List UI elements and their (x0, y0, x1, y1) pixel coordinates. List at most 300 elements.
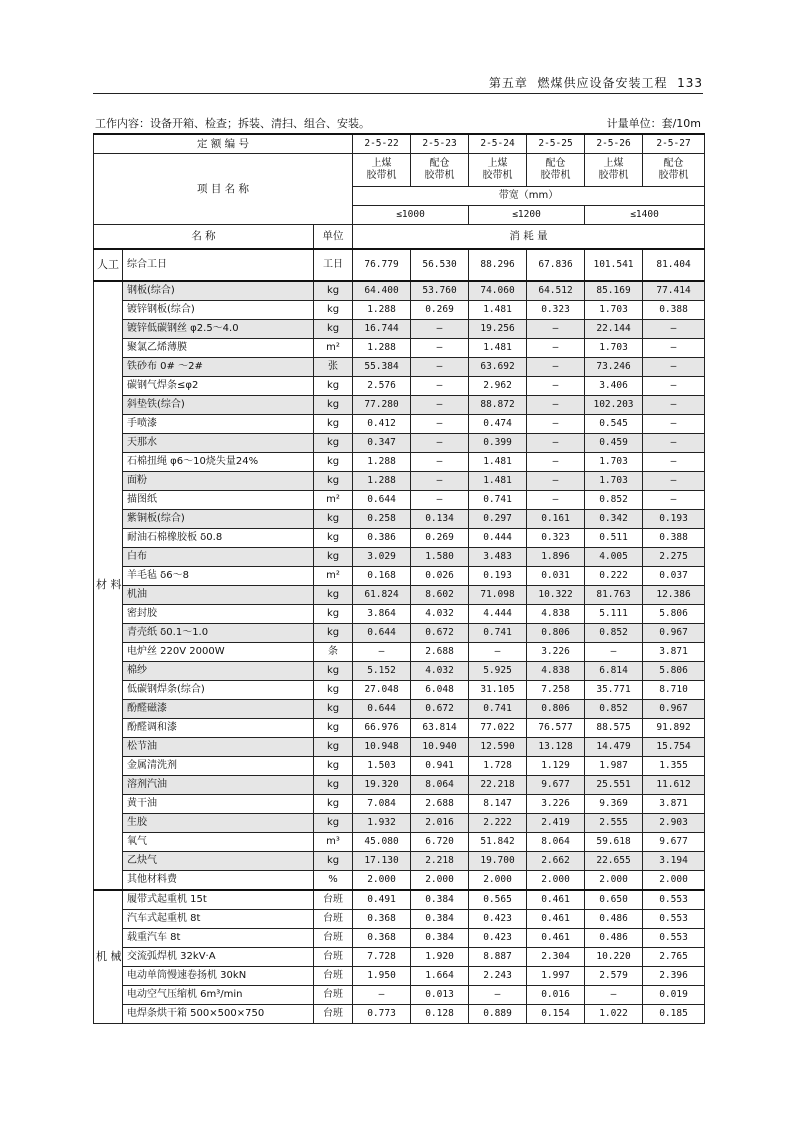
row-value: 88.296 (469, 249, 527, 281)
name-column-label: 名 称 (94, 225, 314, 249)
row-name: 履带式起重机 15t (123, 890, 314, 910)
row-value: 1.481 (469, 300, 527, 319)
row-value: 8.887 (469, 947, 527, 966)
row-value: — (411, 376, 469, 395)
row-name: 乙炔气 (123, 851, 314, 870)
row-value: 2.218 (411, 851, 469, 870)
row-value: 88.575 (585, 718, 643, 737)
row-value: 0.384 (411, 928, 469, 947)
row-value: 0.384 (411, 890, 469, 910)
row-value: 1.728 (469, 756, 527, 775)
row-value: 31.105 (469, 680, 527, 699)
row-value: 1.896 (527, 547, 585, 566)
row-value: 0.423 (469, 909, 527, 928)
row-value: — (469, 985, 527, 1004)
table-row (94, 775, 705, 794)
row-value: 0.323 (527, 300, 585, 319)
work-content: 工作内容：设备开箱、检查；拆装、清扫、组合、安装。 (95, 117, 370, 130)
row-value: 53.760 (411, 281, 469, 301)
row-value: 1.703 (585, 471, 643, 490)
row-unit: kg (314, 452, 353, 471)
row-value: 1.288 (353, 300, 411, 319)
row-unit: kg (314, 813, 353, 832)
category-labor: 人工 (94, 249, 123, 281)
row-value: 3.871 (643, 642, 705, 661)
bandwidth-range: ≤1200 (469, 206, 585, 225)
row-name: 石棉扭绳 φ6～10烧失量24% (123, 452, 314, 471)
row-value: 8.147 (469, 794, 527, 813)
table-row (94, 718, 705, 737)
row-value: 19.700 (469, 851, 527, 870)
row-value: 0.016 (527, 985, 585, 1004)
item-name-label: 项 目 名 称 (94, 154, 353, 225)
row-value: 0.773 (353, 1004, 411, 1023)
row-value: — (643, 395, 705, 414)
item-type-line2: 胶带机 (658, 170, 689, 181)
row-name: 棉纱 (123, 661, 314, 680)
row-value: 2.304 (527, 947, 585, 966)
row-unit: kg (314, 661, 353, 680)
row-value: 0.644 (353, 623, 411, 642)
row-value: — (527, 376, 585, 395)
row-value: 0.388 (643, 300, 705, 319)
table-row (94, 357, 705, 376)
row-name: 耐油石棉橡胶板 δ0.8 (123, 528, 314, 547)
unit-note: 计量单位：套/10m (606, 117, 701, 130)
row-value: 0.741 (469, 623, 527, 642)
item-type-line2: 胶带机 (482, 170, 513, 181)
table-row (94, 585, 705, 604)
row-value: 7.258 (527, 680, 585, 699)
row-value: 4.005 (585, 547, 643, 566)
row-value: 1.987 (585, 756, 643, 775)
row-name: 交流弧焊机 32kV·A (123, 947, 314, 966)
row-value: 14.479 (585, 737, 643, 756)
table-row (94, 300, 705, 319)
row-value: — (585, 985, 643, 1004)
row-unit: kg (314, 680, 353, 699)
row-value: 1.664 (411, 966, 469, 985)
row-value: 2.555 (585, 813, 643, 832)
table-row (94, 909, 705, 928)
table-row (94, 281, 705, 301)
row-value: 2.000 (527, 870, 585, 890)
row-value: 22.218 (469, 775, 527, 794)
row-value: 0.672 (411, 623, 469, 642)
category-materials: 材 料 (94, 281, 123, 890)
row-value: 5.111 (585, 604, 643, 623)
row-value: 0.412 (353, 414, 411, 433)
row-name: 聚氯乙烯薄膜 (123, 338, 314, 357)
row-value: 19.320 (353, 775, 411, 794)
row-value: 0.026 (411, 566, 469, 585)
row-value: 3.226 (527, 794, 585, 813)
row-name: 低碳钢焊条(综合) (123, 680, 314, 699)
row-value: — (643, 452, 705, 471)
quota-code: 2-5-24 (469, 134, 527, 154)
row-unit: kg (314, 718, 353, 737)
row-value: 85.169 (585, 281, 643, 301)
row-name: 钢板(综合) (123, 281, 314, 301)
row-value: 1.022 (585, 1004, 643, 1023)
bandwidth-label: 带宽（mm） (353, 187, 705, 206)
row-value: 64.400 (353, 281, 411, 301)
row-value: 0.386 (353, 528, 411, 547)
row-unit: kg (314, 395, 353, 414)
row-value: 22.655 (585, 851, 643, 870)
row-value: 3.864 (353, 604, 411, 623)
row-value: 8.064 (527, 832, 585, 851)
row-value: 1.950 (353, 966, 411, 985)
row-value: 2.579 (585, 966, 643, 985)
row-value: — (643, 433, 705, 452)
row-value: 2.419 (527, 813, 585, 832)
row-value: 10.948 (353, 737, 411, 756)
page-header: 第五章 燃煤供应设备安装工程 133 (488, 76, 703, 90)
row-value: 0.323 (527, 528, 585, 547)
row-value: 0.368 (353, 928, 411, 947)
item-type-cell (585, 154, 643, 187)
row-name: 酚醛调和漆 (123, 718, 314, 737)
row-value: 45.080 (353, 832, 411, 851)
row-value: 1.703 (585, 338, 643, 357)
row-value: 0.553 (643, 928, 705, 947)
row-value: 0.852 (585, 490, 643, 509)
table-row (94, 490, 705, 509)
row-name: 溶剂汽油 (123, 775, 314, 794)
row-unit: kg (314, 623, 353, 642)
unit-column-label: 单位 (314, 225, 353, 249)
row-value: 2.275 (643, 547, 705, 566)
header-rule (93, 93, 703, 94)
row-value: 10.220 (585, 947, 643, 966)
row-name: 碳钢气焊条≤φ2 (123, 376, 314, 395)
row-value: 0.388 (643, 528, 705, 547)
row-value: 1.288 (353, 471, 411, 490)
table-row (94, 966, 705, 985)
row-value: 2.000 (585, 870, 643, 890)
item-type-cell (353, 154, 411, 187)
row-value: — (411, 452, 469, 471)
row-name: 密封胶 (123, 604, 314, 623)
row-value: 22.144 (585, 319, 643, 338)
row-name: 天那水 (123, 433, 314, 452)
table-row (94, 985, 705, 1004)
row-value: 8.602 (411, 585, 469, 604)
row-value: 0.889 (469, 1004, 527, 1023)
table-row (94, 851, 705, 870)
row-value: 61.824 (353, 585, 411, 604)
row-name: 酚醛磁漆 (123, 699, 314, 718)
table-row (94, 509, 705, 528)
row-value: 0.486 (585, 928, 643, 947)
row-value: 2.576 (353, 376, 411, 395)
row-value: 0.553 (643, 909, 705, 928)
row-value: 0.297 (469, 509, 527, 528)
row-value: 4.838 (527, 604, 585, 623)
row-value: 5.152 (353, 661, 411, 680)
table-row (94, 623, 705, 642)
row-name: 镀锌低碳钢丝 φ2.5～4.0 (123, 319, 314, 338)
row-unit: 台班 (314, 966, 353, 985)
bandwidth-range: ≤1400 (585, 206, 705, 225)
row-unit: kg (314, 433, 353, 452)
row-value: 0.193 (643, 509, 705, 528)
row-value: 3.483 (469, 547, 527, 566)
row-name: 黄干油 (123, 794, 314, 813)
item-type-line2: 胶带机 (540, 170, 571, 181)
row-value: 10.940 (411, 737, 469, 756)
quota-code: 2-5-23 (411, 134, 469, 154)
table-row (94, 338, 705, 357)
item-type-cell (469, 154, 527, 187)
row-name: 电炉丝 220V 2000W (123, 642, 314, 661)
row-value: 0.474 (469, 414, 527, 433)
row-value: 11.612 (643, 775, 705, 794)
row-value: 1.920 (411, 947, 469, 966)
row-value: 7.084 (353, 794, 411, 813)
item-type-line1: 配仓 (429, 158, 450, 169)
bandwidth-range: ≤1000 (353, 206, 469, 225)
row-unit: kg (314, 376, 353, 395)
row-unit: m² (314, 490, 353, 509)
row-value: — (469, 642, 527, 661)
row-value: 81.404 (643, 249, 705, 281)
item-type-line1: 配仓 (663, 158, 684, 169)
row-name: 斜垫铁(综合) (123, 395, 314, 414)
row-value: 0.423 (469, 928, 527, 947)
row-value: 6.720 (411, 832, 469, 851)
row-name: 电焊条烘干箱 500×500×750 (123, 1004, 314, 1023)
row-value: 74.060 (469, 281, 527, 301)
item-type-line1: 上煤 (371, 158, 392, 169)
row-value: 2.396 (643, 966, 705, 985)
row-value: 77.022 (469, 718, 527, 737)
row-value: 0.222 (585, 566, 643, 585)
row-value: 0.806 (527, 699, 585, 718)
row-value: 9.677 (643, 832, 705, 851)
row-value: 0.134 (411, 509, 469, 528)
row-value: — (527, 452, 585, 471)
row-name: 镀锌钢板(综合) (123, 300, 314, 319)
row-value: 0.185 (643, 1004, 705, 1023)
quota-no-label: 定 额 编 号 (94, 134, 353, 154)
row-value: 1.481 (469, 452, 527, 471)
row-value: 0.486 (585, 909, 643, 928)
row-unit: kg (314, 775, 353, 794)
row-value: 2.000 (411, 870, 469, 890)
row-value: 67.836 (527, 249, 585, 281)
row-value: 4.032 (411, 604, 469, 623)
row-value: 76.577 (527, 718, 585, 737)
row-value: 0.399 (469, 433, 527, 452)
row-value: 0.193 (469, 566, 527, 585)
row-unit: 台班 (314, 985, 353, 1004)
row-value: — (527, 395, 585, 414)
row-value: 0.511 (585, 528, 643, 547)
row-unit: 台班 (314, 909, 353, 928)
row-value: — (527, 433, 585, 452)
row-value: 1.703 (585, 300, 643, 319)
row-value: 0.806 (527, 623, 585, 642)
row-name: 松节油 (123, 737, 314, 756)
table-row (94, 661, 705, 680)
row-value: 1.129 (527, 756, 585, 775)
row-value: 0.019 (643, 985, 705, 1004)
row-name: 机油 (123, 585, 314, 604)
quota-code: 2-5-27 (643, 134, 705, 154)
row-value: 27.048 (353, 680, 411, 699)
row-unit: kg (314, 281, 353, 301)
row-value: 0.461 (527, 909, 585, 928)
table-row (94, 566, 705, 585)
table-row (94, 794, 705, 813)
row-value: 77.414 (643, 281, 705, 301)
row-value: 64.512 (527, 281, 585, 301)
row-value: 102.203 (585, 395, 643, 414)
row-value: 0.672 (411, 699, 469, 718)
row-value: 0.384 (411, 909, 469, 928)
row-value: 35.771 (585, 680, 643, 699)
row-unit: 台班 (314, 928, 353, 947)
row-value: — (527, 357, 585, 376)
row-value: 17.130 (353, 851, 411, 870)
row-unit: kg (314, 471, 353, 490)
row-name: 面粉 (123, 471, 314, 490)
row-value: — (643, 490, 705, 509)
row-unit: 台班 (314, 1004, 353, 1023)
row-value: — (411, 319, 469, 338)
row-value: 0.128 (411, 1004, 469, 1023)
row-value: 0.037 (643, 566, 705, 585)
row-value: 0.013 (411, 985, 469, 1004)
row-value: 10.322 (527, 585, 585, 604)
table-row (94, 319, 705, 338)
row-value: 0.168 (353, 566, 411, 585)
row-value: 0.461 (527, 890, 585, 910)
row-value: 1.288 (353, 338, 411, 357)
row-value: — (643, 376, 705, 395)
row-value: 0.258 (353, 509, 411, 528)
row-value: — (411, 357, 469, 376)
row-value: — (411, 471, 469, 490)
row-value: 12.590 (469, 737, 527, 756)
table-row (94, 547, 705, 566)
row-value: 81.763 (585, 585, 643, 604)
row-value: 0.644 (353, 699, 411, 718)
row-value: 8.710 (643, 680, 705, 699)
row-value: 0.852 (585, 623, 643, 642)
row-value: 51.842 (469, 832, 527, 851)
row-value: 0.967 (643, 623, 705, 642)
row-value: 71.098 (469, 585, 527, 604)
row-value: 0.154 (527, 1004, 585, 1023)
row-name: 其他材料费 (123, 870, 314, 890)
row-value: 1.580 (411, 547, 469, 566)
row-value: 66.976 (353, 718, 411, 737)
row-value: — (411, 395, 469, 414)
row-value: 63.692 (469, 357, 527, 376)
row-value: 2.243 (469, 966, 527, 985)
row-value: 88.872 (469, 395, 527, 414)
row-value: — (527, 319, 585, 338)
row-value: 0.852 (585, 699, 643, 718)
row-name: 综合工日 (123, 249, 314, 281)
row-name: 氧气 (123, 832, 314, 851)
row-value: 4.032 (411, 661, 469, 680)
row-unit: % (314, 870, 353, 890)
row-value: 0.941 (411, 756, 469, 775)
table-row (94, 414, 705, 433)
row-value: 0.967 (643, 699, 705, 718)
row-value: 0.161 (527, 509, 585, 528)
row-value: — (527, 490, 585, 509)
item-type-cell (527, 154, 585, 187)
row-name: 电动空气压缩机 6m³/min (123, 985, 314, 1004)
row-name: 电动单筒慢速卷扬机 30kN (123, 966, 314, 985)
row-value: — (411, 414, 469, 433)
row-value: 2.222 (469, 813, 527, 832)
row-value: — (527, 471, 585, 490)
item-type-cell (411, 154, 469, 187)
row-value: 12.386 (643, 585, 705, 604)
row-value: 9.369 (585, 794, 643, 813)
quota-code: 2-5-25 (527, 134, 585, 154)
row-value: 0.741 (469, 699, 527, 718)
row-unit: kg (314, 300, 353, 319)
row-name: 紫铜板(综合) (123, 509, 314, 528)
row-value: 5.806 (643, 604, 705, 623)
row-value: 1.703 (585, 452, 643, 471)
item-type-line2: 胶带机 (598, 170, 629, 181)
row-unit: m² (314, 566, 353, 585)
table-row (94, 756, 705, 775)
table-row (94, 376, 705, 395)
quota-code: 2-5-22 (353, 134, 411, 154)
row-value: 13.128 (527, 737, 585, 756)
row-value: 0.342 (585, 509, 643, 528)
row-unit: kg (314, 528, 353, 547)
row-value: — (643, 414, 705, 433)
row-unit: kg (314, 756, 353, 775)
row-unit: m² (314, 338, 353, 357)
row-name: 青壳纸 δ0.1～1.0 (123, 623, 314, 642)
consumption-label: 消 耗 量 (353, 225, 705, 249)
row-value: 0.565 (469, 890, 527, 910)
row-unit: m³ (314, 832, 353, 851)
row-unit: 条 (314, 642, 353, 661)
row-value: 91.892 (643, 718, 705, 737)
row-value: 55.384 (353, 357, 411, 376)
row-value: 0.444 (469, 528, 527, 547)
row-value: 0.368 (353, 909, 411, 928)
row-name: 生胶 (123, 813, 314, 832)
quota-code: 2-5-26 (585, 134, 643, 154)
row-value: 77.280 (353, 395, 411, 414)
row-value: 76.779 (353, 249, 411, 281)
table-row (94, 1004, 705, 1023)
row-name: 羊毛毡 δ6～8 (123, 566, 314, 585)
table-row (94, 947, 705, 966)
row-value: 2.765 (643, 947, 705, 966)
row-name: 描图纸 (123, 490, 314, 509)
row-name: 载重汽车 8t (123, 928, 314, 947)
table-row (94, 471, 705, 490)
row-name: 手喷漆 (123, 414, 314, 433)
row-value: — (643, 319, 705, 338)
table-row (94, 832, 705, 851)
row-value: 4.838 (527, 661, 585, 680)
